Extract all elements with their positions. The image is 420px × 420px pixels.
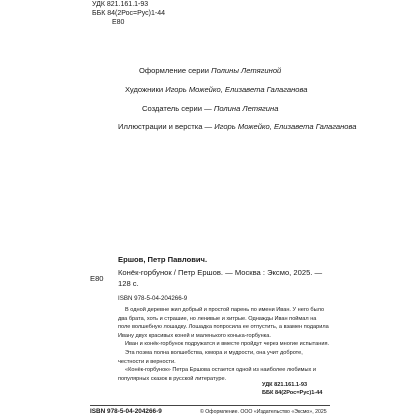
series-creator-label: Создатель серии — <box>142 104 214 113</box>
series-design-credit <box>139 66 281 75</box>
record-classification <box>262 381 322 397</box>
annotation-paragraph: Иван и конёк-горбунок подружатся и вместе пройдут через многие испытания. <box>125 341 330 348</box>
illustration-label: Иллюстрации и верстка — <box>118 122 215 131</box>
artists-names: Игорь Можейко, Елизавета Галаганова <box>165 85 308 94</box>
library-codes <box>92 0 165 27</box>
record-bbk: ББК 84(2Рос=Рус)1-44 <box>262 390 323 396</box>
series-design-name: Полины Летягиной <box>211 66 282 75</box>
artists-credit <box>125 85 308 94</box>
series-design-label: Оформление серии <box>139 66 212 75</box>
record-title: Конёк-горбунок / Петр Ершов. — Москва : Эксмо, 2025. — 128 с. <box>118 268 323 288</box>
annotation-paragraph: Эта поэма полна волшебства, юмора и мудрости, она учит доброте, честности и верности. <box>118 349 303 365</box>
record-author-mark: Е80 <box>90 274 104 283</box>
footer-isbn: ISBN 978-5-04-204266-9 <box>90 408 162 415</box>
udk-code: УДК 821.161.1-93 <box>92 1 149 8</box>
record-author: Ершов, Петр Павлович. <box>118 255 208 264</box>
bbk-code: ББК 84(2Рос=Рус)1-44 <box>92 10 165 17</box>
annotation-paragraph: «Конёк-горбунок» Петра Ершова остается одной из наиболее любимых и популярных сказок в русской литературе. <box>118 367 317 382</box>
artists-label: Художники <box>125 85 166 94</box>
footer-copyright: © Оформление. ООО «Издательство «Эксмо», 2025 <box>200 409 327 415</box>
annotation <box>118 306 330 383</box>
annotation-paragraph: В одной деревне жил добрый и простой парень по имени Иван. У него было два брата, хоть и страшие, но ленивые и хитрые. Однажды Иван поймал на поле волшебную лошадку. Лошадка попросила ее отпустить, а взамен подарила Ивану двух красивых коней и маленького конька-горбунка. <box>118 307 329 339</box>
author-mark: Е80 <box>112 19 125 26</box>
illustration-credit <box>118 122 357 131</box>
series-creator-credit <box>142 104 278 113</box>
record-isbn: ISBN 978-5-04-204266-9 <box>118 295 188 302</box>
record-udk: УДК 821.161.1-93 <box>262 382 308 388</box>
illustration-names: Игорь Можейко, Елизавета Галаганова <box>214 122 357 131</box>
footer-divider <box>90 405 330 406</box>
series-creator-name: Полина Летягина <box>213 104 279 113</box>
